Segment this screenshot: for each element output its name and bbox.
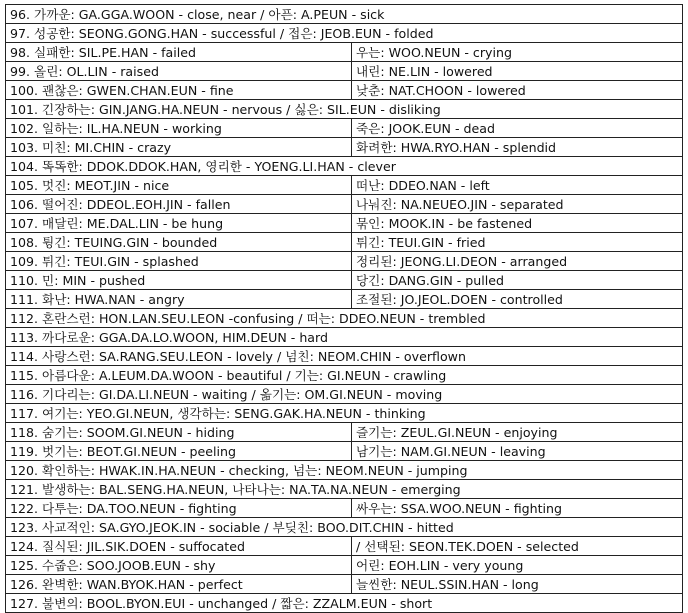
vocab-entry-left: 103. 미친: MI.CHIN - crazy (6, 138, 352, 157)
vocab-entry-right: 즐기는: ZEUL.GI.NEUN - enjoying (352, 423, 683, 442)
vocab-entry-left: 106. 떨어진: DDEOL.EOH.JIN - fallen (6, 195, 352, 214)
table-row (6, 43, 683, 62)
table-row (6, 62, 683, 81)
vocab-entry-full: 123. 사교적인: SA.GYO.JEOK.IN - sociable / 부딪친: BOO.DIT.CHIN - hitted (6, 518, 683, 537)
vocab-entry-right: 죽은: JOOK.EUN - dead (352, 119, 683, 138)
table-row (6, 24, 683, 43)
table-row (6, 556, 683, 575)
table-row (6, 328, 683, 347)
vocab-entry-right: 조절된: JO.JEOL.DOEN - controlled (352, 290, 683, 309)
vocab-entry-left: 100. 괜찮은: GWEN.CHAN.EUN - fine (6, 81, 352, 100)
vocab-entry-full: 114. 사랑스런: SA.RANG.SEU.LEON - lovely / 넘친: NEOM.CHIN - overflown (6, 347, 683, 366)
table-row (6, 271, 683, 290)
vocab-entry-right: 우는: WOO.NEUN - crying (352, 43, 683, 62)
vocab-entry-left: 110. 민: MIN - pushed (6, 271, 352, 290)
vocab-entry-left: 99. 올린: OL.LIN - raised (6, 62, 352, 81)
vocab-entry-full: 112. 혼란스런: HON.LAN.SEU.LEON -confusing / 떠는: DDEO.NEUN - trembled (6, 309, 683, 328)
vocab-entry-left: 98. 실패한: SIL.PE.HAN - failed (6, 43, 352, 62)
table-row (6, 366, 683, 385)
table-row (6, 537, 683, 556)
vocab-entry-right: 남기는: NAM.GI.NEUN - leaving (352, 442, 683, 461)
table-row (6, 176, 683, 195)
vocab-entry-full: 96. 가까운: GA.GGA.WOON - close, near / 아픈: A.PEUN - sick (6, 5, 683, 24)
vocab-entry-left: 125. 수줍은: SOO.JOOB.EUN - shy (6, 556, 352, 575)
vocab-entry-full: 101. 긴장하는: GIN.JANG.HA.NEUN - nervous / 싫은: SIL.EUN - disliking (6, 100, 683, 119)
table-row (6, 252, 683, 271)
table-row (6, 499, 683, 518)
vocab-entry-right: 정리된: JEONG.LI.DEON - arranged (352, 252, 683, 271)
table-row (6, 461, 683, 480)
vocab-entry-right: 튀긴: TEUI.GIN - fried (352, 233, 683, 252)
vocab-entry-full: 117. 여기는: YEO.GI.NEUN, 생각하는: SENG.GAK.HA.NEUN - thinking (6, 404, 683, 423)
vocab-entry-full: 97. 성공한: SEONG.GONG.HAN - successful / 접은: JEOB.EUN - folded (6, 24, 683, 43)
vocabulary-rows (6, 5, 683, 613)
vocab-entry-right: 나눠진: NA.NEUEO.JIN - separated (352, 195, 683, 214)
vocab-entry-right: 당긴: DANG.GIN - pulled (352, 271, 683, 290)
table-row (6, 138, 683, 157)
vocab-entry-left: 122. 다투는: DA.TOO.NEUN - fighting (6, 499, 352, 518)
vocab-entry-full: 115. 아름다운: A.LEUM.DA.WOON - beautiful / 기는: GI.NEUN - crawling (6, 366, 683, 385)
vocab-entry-right: / 선택된: SEON.TEK.DOEN - selected (352, 537, 683, 556)
vocabulary-table (5, 4, 683, 613)
vocab-entry-right: 싸우는: SSA.WOO.NEUN - fighting (352, 499, 683, 518)
table-row (6, 385, 683, 404)
vocab-entry-left: 109. 튀긴: TEUI.GIN - splashed (6, 252, 352, 271)
vocab-entry-left: 118. 숨기는: SOOM.GI.NEUN - hiding (6, 423, 352, 442)
table-row (6, 290, 683, 309)
vocab-entry-full: 116. 기다리는: GI.DA.LI.NEUN - waiting / 옮기는: OM.GI.NEUN - moving (6, 385, 683, 404)
table-row (6, 309, 683, 328)
vocab-entry-right: 떠난: DDEO.NAN - left (352, 176, 683, 195)
table-row (6, 233, 683, 252)
table-row (6, 214, 683, 233)
vocab-entry-left: 126. 완벽한: WAN.BYOK.HAN - perfect (6, 575, 352, 594)
table-row (6, 594, 683, 613)
vocab-entry-right: 낮춘: NAT.CHOON - lowered (352, 81, 683, 100)
vocab-entry-right: 묶인: MOOK.IN - be fastened (352, 214, 683, 233)
vocab-entry-left: 102. 일하는: IL.HA.NEUN - working (6, 119, 352, 138)
vocab-entry-full: 104. 똑똑한: DDOK.DDOK.HAN, 영리한 - YOENG.LI.HAN - clever (6, 157, 683, 176)
table-row (6, 518, 683, 537)
vocab-entry-full: 127. 불변의: BOOL.BYON.EUI - unchanged / 짧은: ZZALM.EUN - short (6, 594, 683, 613)
table-row (6, 195, 683, 214)
table-row (6, 157, 683, 176)
vocab-entry-full: 113. 까다로운: GGA.DA.LO.WOON, HIM.DEUN - hard (6, 328, 683, 347)
vocab-entry-right: 화려한: HWA.RYO.HAN - splendid (352, 138, 683, 157)
table-row (6, 575, 683, 594)
table-row (6, 480, 683, 499)
vocab-entry-full: 121. 발생하는: BAL.SENG.HA.NEUN, 나타나는: NA.TA.NA.NEUN - emerging (6, 480, 683, 499)
vocab-entry-left: 105. 멋진: MEOT.JIN - nice (6, 176, 352, 195)
table-row (6, 100, 683, 119)
vocab-entry-left: 108. 튕긴: TEUING.GIN - bounded (6, 233, 352, 252)
table-row (6, 347, 683, 366)
vocab-entry-left: 107. 매달린: ME.DAL.LIN - be hung (6, 214, 352, 233)
table-row (6, 5, 683, 24)
vocab-entry-right: 어린: EOH.LIN - very young (352, 556, 683, 575)
vocab-entry-right: 늘씬한: NEUL.SSIN.HAN - long (352, 575, 683, 594)
table-row (6, 81, 683, 100)
table-row (6, 423, 683, 442)
vocab-entry-left: 111. 화난: HWA.NAN - angry (6, 290, 352, 309)
vocab-entry-full: 120. 확인하는: HWAK.IN.HA.NEUN - checking, 넘는: NEOM.NEUN - jumping (6, 461, 683, 480)
table-row (6, 119, 683, 138)
vocab-entry-left: 119. 벗기는: BEOT.GI.NEUN - peeling (6, 442, 352, 461)
vocab-entry-left: 124. 질식된: JIL.SIK.DOEN - suffocated (6, 537, 352, 556)
table-row (6, 442, 683, 461)
vocab-entry-right: 내린: NE.LIN - lowered (352, 62, 683, 81)
table-row (6, 404, 683, 423)
